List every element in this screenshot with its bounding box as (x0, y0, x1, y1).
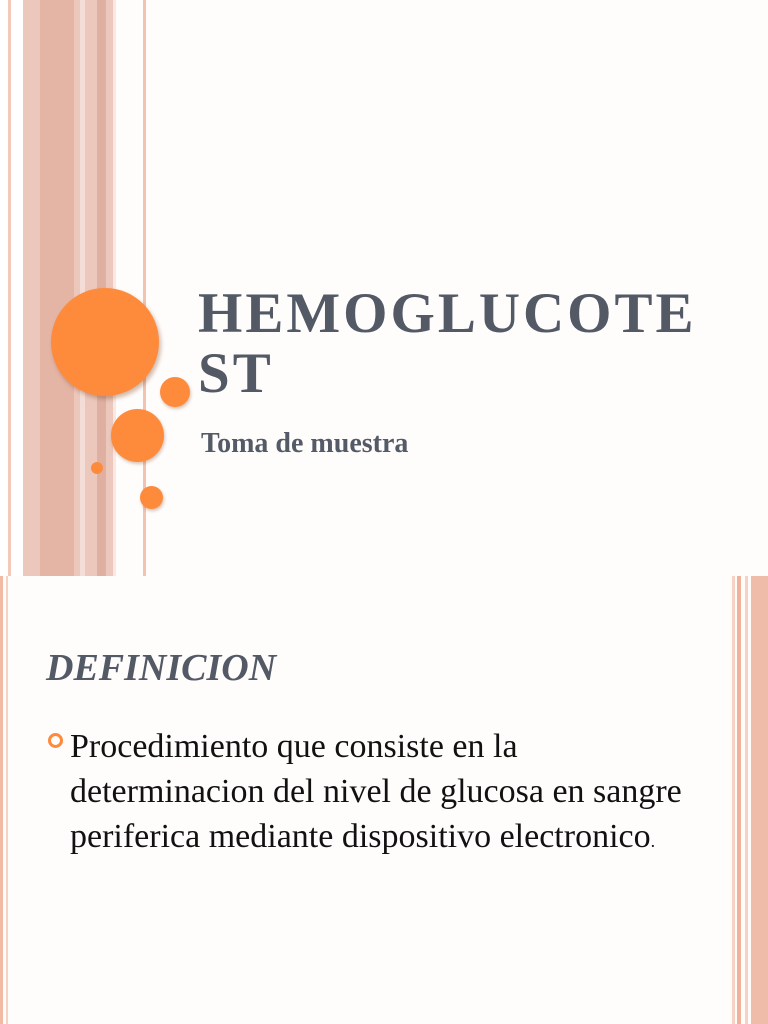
decorative-circle-large (51, 288, 159, 396)
bullet-text (70, 724, 688, 864)
decorative-circle-small (140, 486, 163, 509)
decorative-circle-medium (111, 409, 164, 462)
bullet-body: Procedimiento que consiste en la determinacion del nivel de glucosa en sangre periferica mediante dispositivo electronico (70, 728, 682, 855)
decorative-circle-tiny (91, 462, 103, 474)
bullet-circle-icon (48, 733, 63, 748)
decorative-stripe (0, 576, 3, 1024)
decorative-stripe (732, 576, 735, 1024)
decorative-stripe (6, 576, 8, 1024)
decorative-stripe (80, 0, 85, 576)
definition-slide (0, 576, 768, 1024)
decorative-stripe (737, 576, 741, 1024)
slide-subtitle: Toma de muestra (201, 428, 409, 459)
slide-title: HEMOGLUCOTEST (198, 282, 697, 405)
bullet-period: . (650, 831, 656, 851)
slide-heading: DEFINICION (46, 647, 277, 689)
decorative-stripe (745, 576, 748, 1024)
decorative-circle-small (160, 377, 190, 407)
decorative-stripe (0, 0, 8, 576)
decorative-stripe (751, 576, 768, 1024)
bullet-item (48, 724, 688, 864)
decorative-stripe (40, 0, 74, 576)
decorative-stripe (11, 0, 23, 576)
